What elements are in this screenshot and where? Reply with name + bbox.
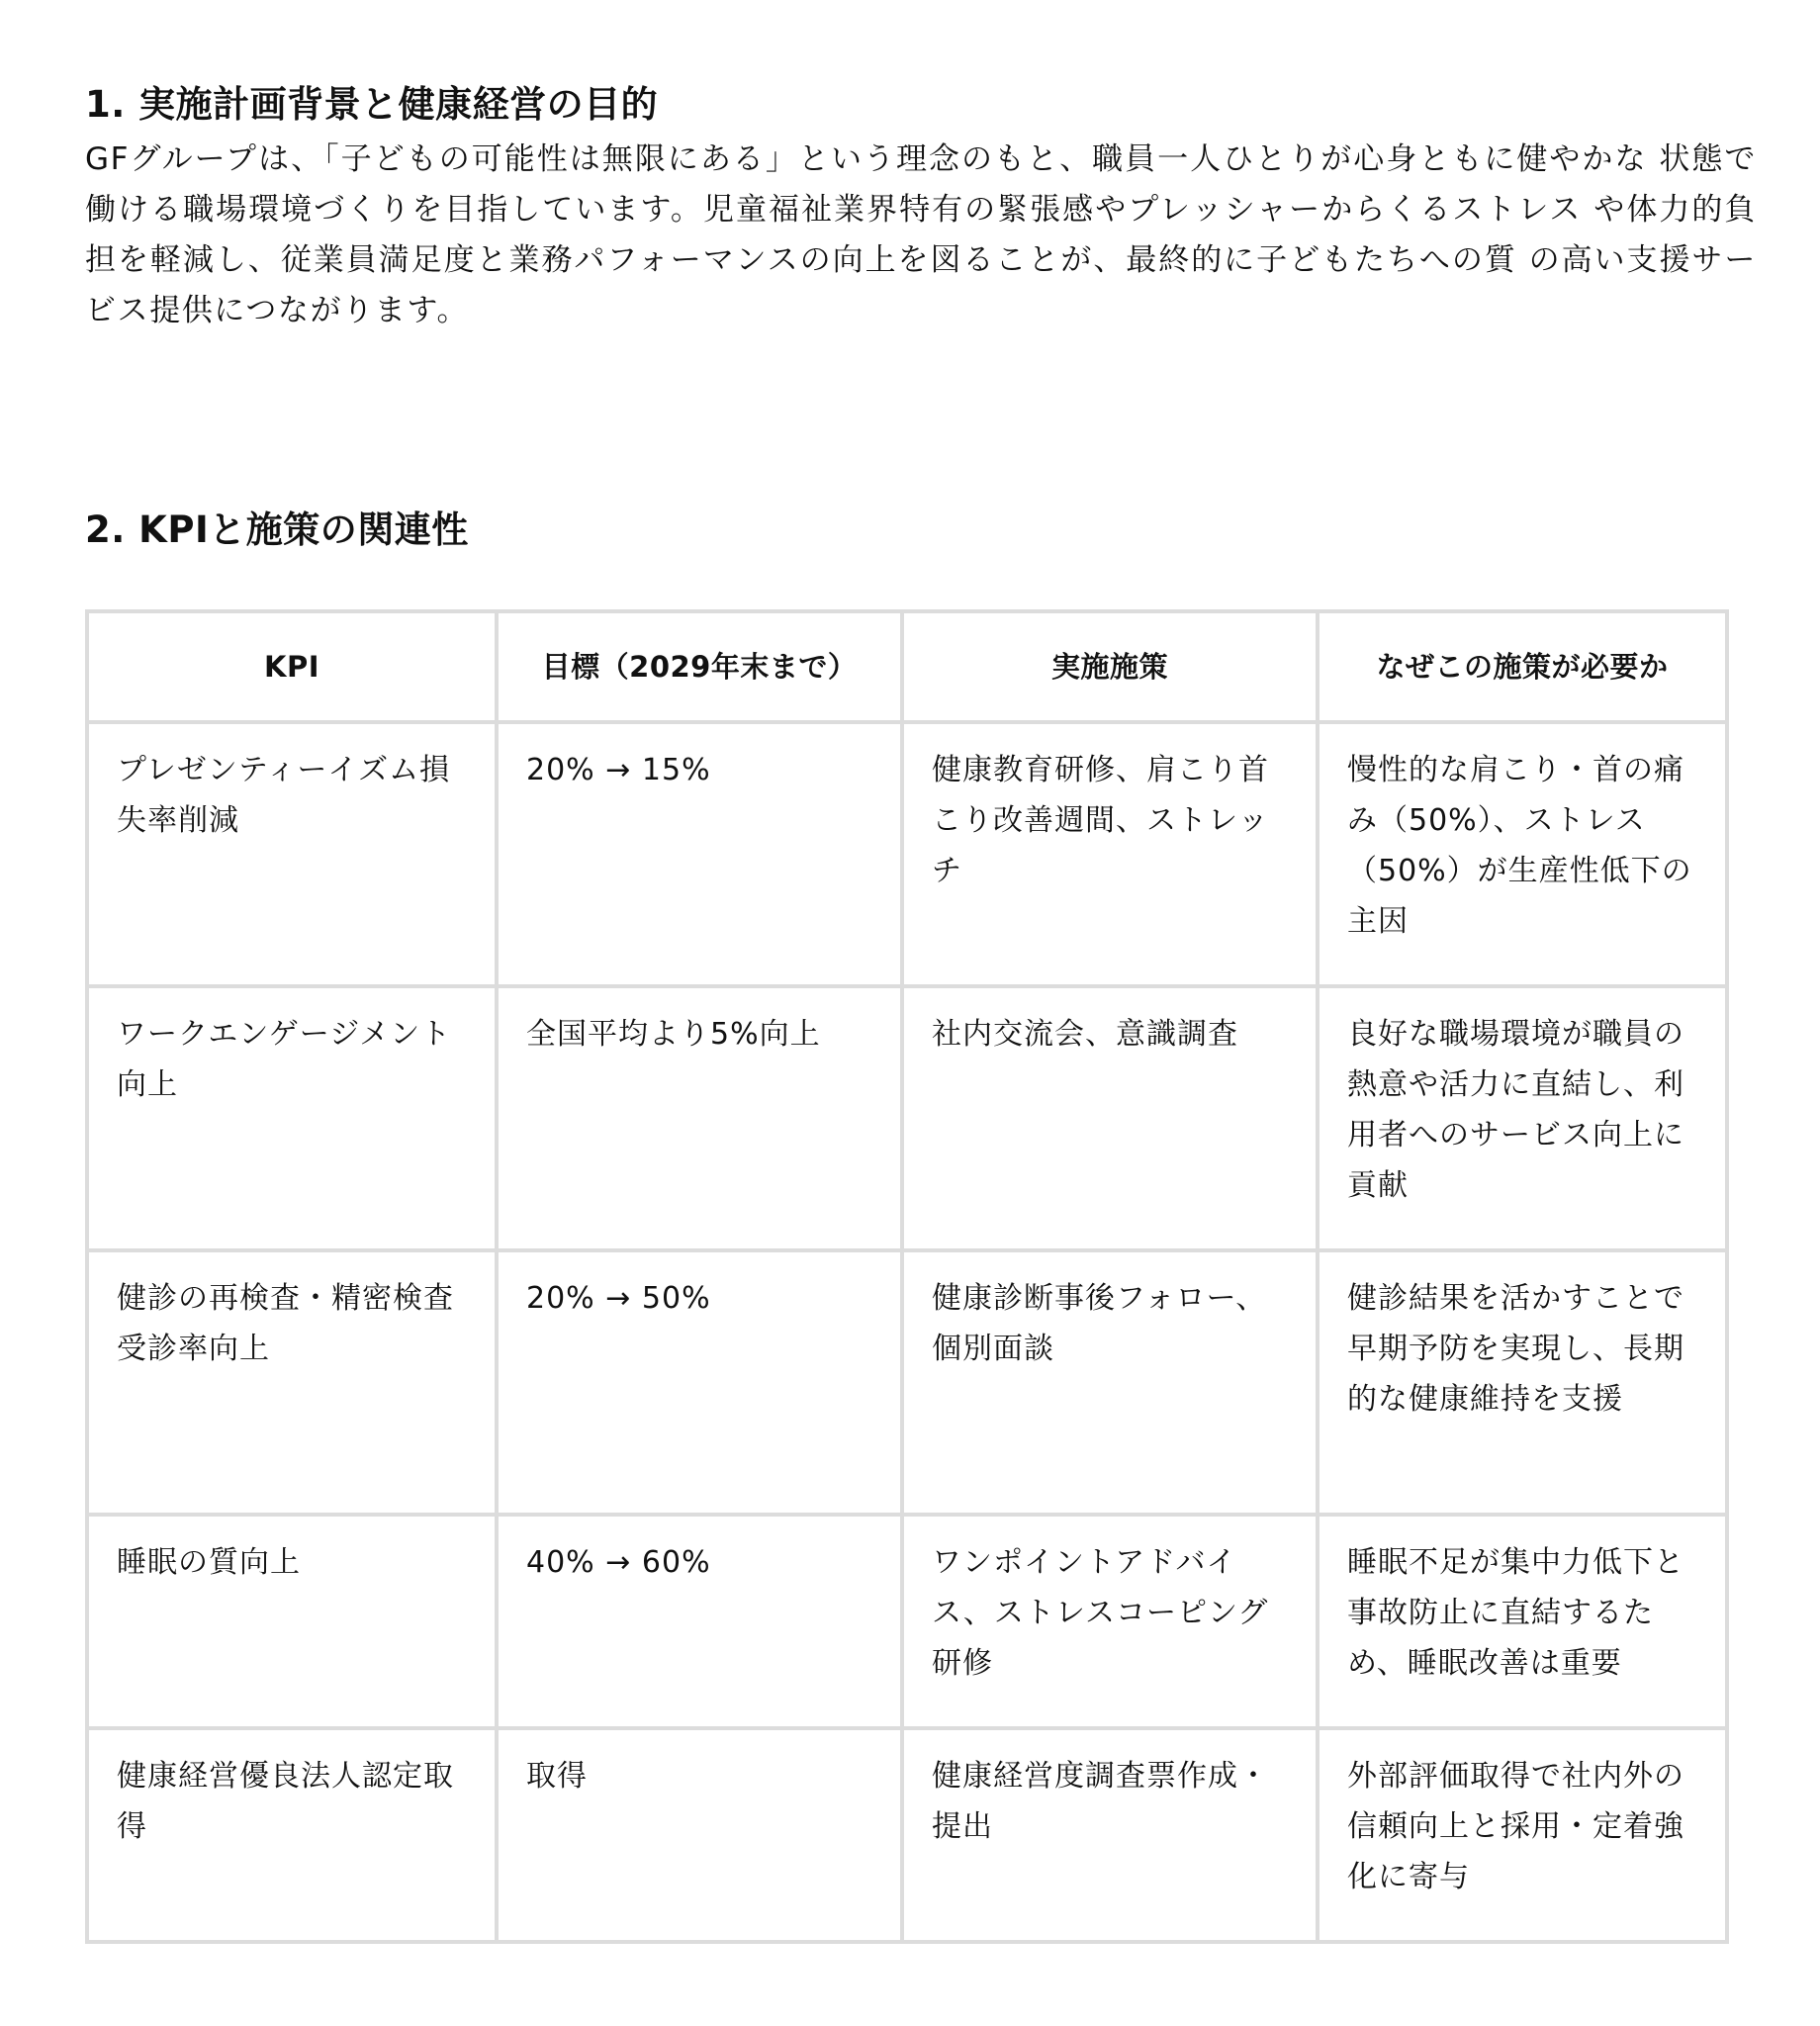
cell-measures: ワンポイントアドバイス、ストレスコーピング研修 [902,1515,1318,1728]
table-row [87,1250,1727,1515]
cell-target: 全国平均より5%向上 [497,986,902,1250]
section-1-title: 1. 実施計画背景と健康経営の目的 [85,83,659,126]
document-page [85,77,1757,1944]
cell-kpi: 睡眠の質向上 [87,1515,497,1728]
header-reason: なぜこの施策が必要か [1318,611,1727,722]
cell-reason: 健診結果を活かすことで早期予防を実現し、長期的な健康維持を支援 [1318,1250,1727,1515]
cell-reason: 睡眠不足が集中力低下と事故防止に直結するため、睡眠改善は重要 [1318,1515,1727,1728]
cell-target: 20% → 15% [497,722,902,986]
table-row [87,986,1727,1250]
cell-target: 取得 [497,1728,902,1942]
cell-reason: 外部評価取得で社内外の信頼向上と採用・定着強化に寄与 [1318,1728,1727,1942]
cell-target: 20% → 50% [497,1250,902,1515]
cell-measures: 健康経営度調査票作成・提出 [902,1728,1318,1942]
cell-reason: 慢性的な肩こり・首の痛み（50%）、ストレス（50%）が生産性低下の主因 [1318,722,1727,986]
cell-kpi: プレゼンティーイズム損失率削減 [87,722,497,986]
cell-reason: 良好な職場環境が職員の熱意や活力に直結し、利用者へのサービス向上に貢献 [1318,986,1727,1250]
table-row [87,722,1727,986]
cell-measures: 健康教育研修、肩こり首こり改善週間、ストレッチ [902,722,1318,986]
section-2-title: 2. KPIと施策の関連性 [85,508,469,551]
header-measures: 実施施策 [902,611,1318,722]
cell-measures: 健康診断事後フォロー、個別面談 [902,1250,1318,1515]
header-kpi: KPI [87,611,497,722]
table-row [87,1728,1727,1942]
cell-kpi: 健診の再検査・精密検査受診率向上 [87,1250,497,1515]
cell-kpi: ワークエンゲージメント向上 [87,986,497,1250]
table-header-row [87,611,1727,722]
header-target: 目標（2029年末まで） [497,611,902,722]
kpi-table [85,609,1729,1944]
cell-measures: 社内交流会、意識調査 [902,986,1318,1250]
table-row [87,1515,1727,1728]
cell-kpi: 健康経営優良法人認定取得 [87,1728,497,1942]
cell-target: 40% → 60% [497,1515,902,1728]
section-1-body: GFグループは、「子どもの可能性は無限にある」という理念のもと、職員一人ひとりが心身ともに健やかな 状態で働ける職場環境づくりを目指しています。児童福祉業界特有の緊張感やプレッシャーからくるストレス や体力的負担を軽減し、従業員満足度と業務パフォーマンスの向上を図ることが、最終的に子どもたちへの質 の高い支援サービス提供につながります。 [85,141,1757,328]
